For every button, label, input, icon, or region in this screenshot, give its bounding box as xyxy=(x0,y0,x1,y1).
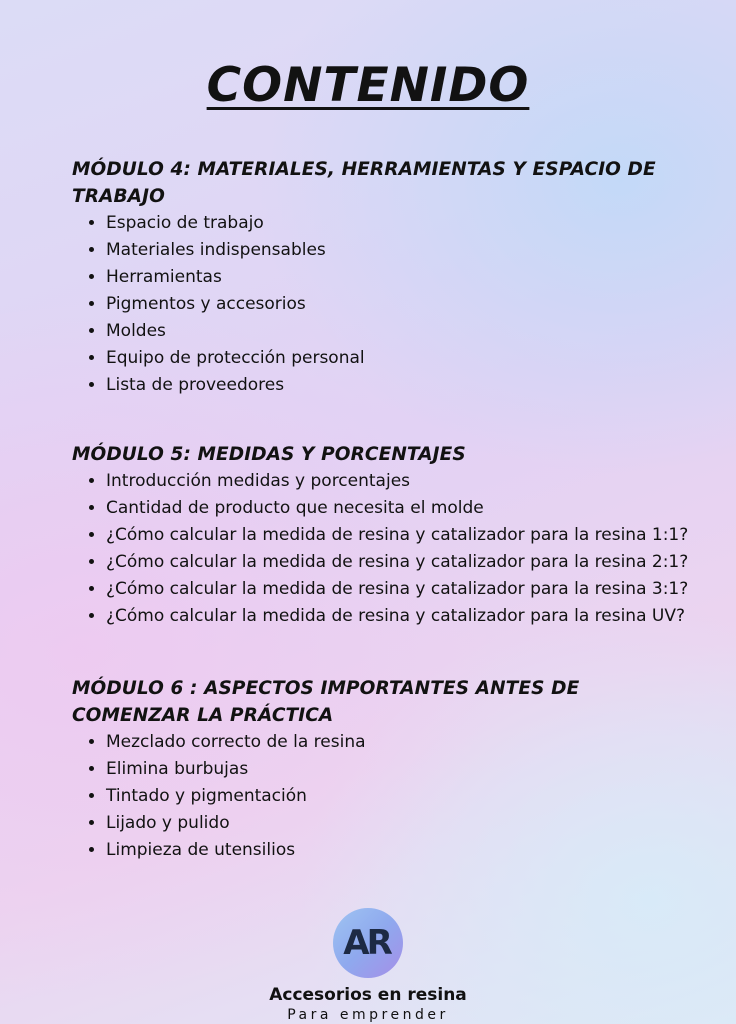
list-item: • Tintado y pigmentación xyxy=(106,783,692,810)
list-item: • Moldes xyxy=(106,318,692,345)
list-item: • Introducción medidas y porcentajes xyxy=(106,468,692,495)
page-title-text: CONTENIDO xyxy=(206,58,530,113)
list-item: • Mezclado correcto de la resina xyxy=(106,729,692,756)
module-6-heading: MÓDULO 6 : ASPECTOS IMPORTANTES ANTES DE COMENZAR LA PRÁCTICA xyxy=(72,678,580,726)
list-item: • ¿Cómo calcular la medida de resina y catalizador para la resina 2:1? xyxy=(106,549,692,576)
module-6-section xyxy=(72,675,692,864)
brand-logo xyxy=(333,908,403,978)
brand-name: Accesorios en resina xyxy=(269,985,467,1005)
list-item: • Limpieza de utensilios xyxy=(106,837,692,864)
module-5-list xyxy=(72,468,692,630)
list-item: • ¿Cómo calcular la medida de resina y catalizador para la resina UV? xyxy=(106,603,692,630)
logo-monogram: AR xyxy=(343,923,390,963)
list-item: • ¿Cómo calcular la medida de resina y catalizador para la resina 1:1? xyxy=(106,522,692,549)
list-item: • Lijado y pulido xyxy=(106,810,692,837)
list-item: • Pigmentos y accesorios xyxy=(106,291,692,318)
module-5-section xyxy=(72,441,692,630)
module-4-section xyxy=(72,156,692,399)
list-item: • Materiales indispensables xyxy=(106,237,692,264)
list-item: • Lista de proveedores xyxy=(106,372,692,399)
list-item: • Equipo de protección personal xyxy=(106,345,692,372)
list-item: • ¿Cómo calcular la medida de resina y catalizador para la resina 3:1? xyxy=(106,576,692,603)
list-item: • Cantidad de producto que necesita el molde xyxy=(106,495,692,522)
page-title xyxy=(0,58,736,113)
module-5-heading: MÓDULO 5: MEDIDAS Y PORCENTAJES xyxy=(72,444,466,465)
module-4-list xyxy=(72,210,692,399)
list-item: • Herramientas xyxy=(106,264,692,291)
list-item: • Elimina burbujas xyxy=(106,756,692,783)
module-6-list xyxy=(72,729,692,864)
brand-tagline: Para emprender xyxy=(287,1007,449,1023)
module-4-heading: MÓDULO 4: MATERIALES, HERRAMIENTAS Y ESPACIO DE TRABAJO xyxy=(72,159,656,207)
list-item: • Espacio de trabajo xyxy=(106,210,692,237)
